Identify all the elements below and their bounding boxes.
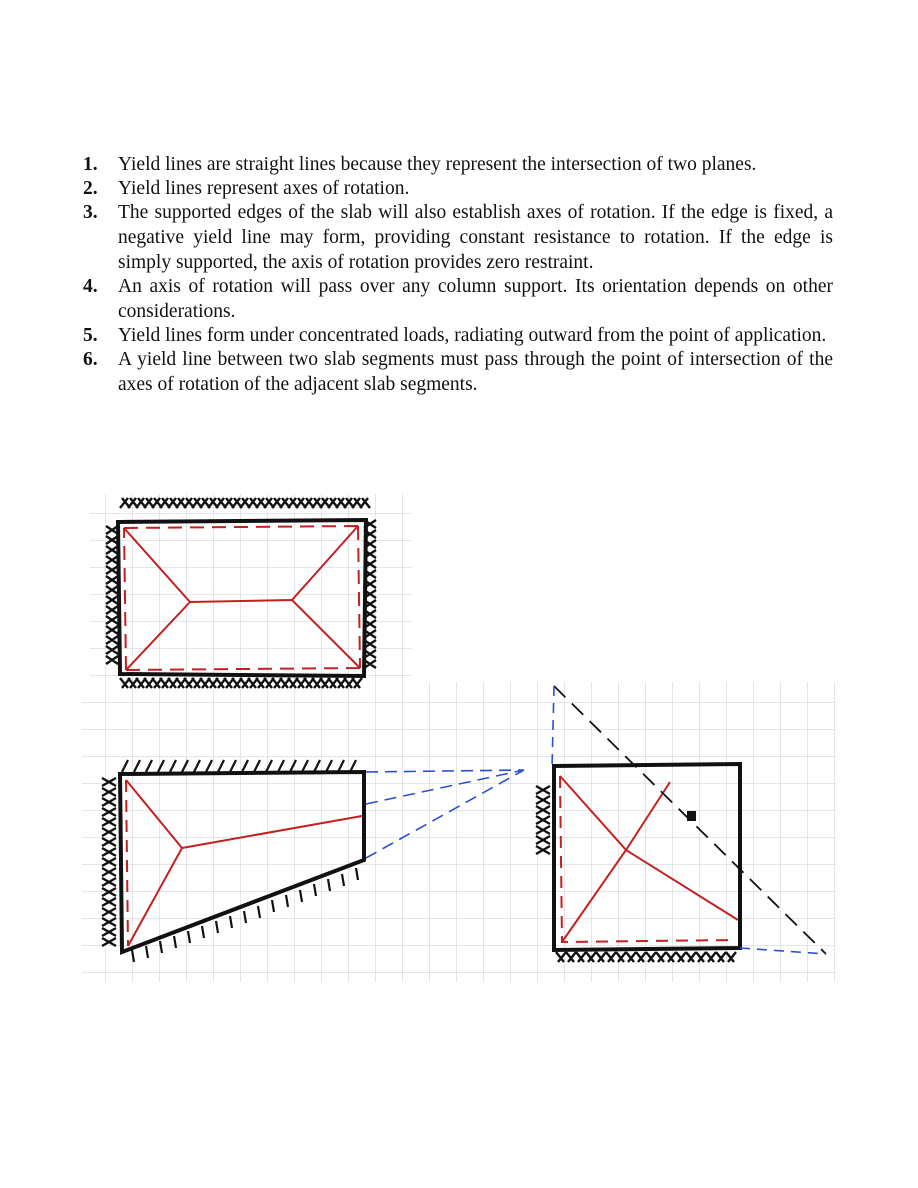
rule-item [83,347,833,397]
rule-number: 1 . [83,152,98,177]
rule-number: 4 . [83,274,98,299]
rule-item [83,200,833,275]
rule-item [83,323,833,348]
rule-text: An axis of rotation will pass over any column support. Its orientation depends on other considerations. [118,276,833,322]
rule-number: 2 . [83,176,98,201]
rule-item [83,176,833,201]
rule-text: Yield lines form under concentrated loads, radiating outward from the point of application. [118,325,827,346]
rule-text: Yield lines are straight lines because they represent the intersection of two planes. [118,154,757,175]
rule-item [83,274,833,324]
rule-text: Yield lines represent axes of rotation. [118,178,410,199]
rule-number: 3 . [83,200,98,225]
yield-line-rules-list [83,152,833,396]
rule-text: The supported edges of the slab will also establish axes of rotation. If the edge is fixed, a negative yield line may form, providing constant resistance to rotation. If the edge is simply supported, the axis of rotation provides zero restraint. [118,202,833,273]
rule-number: 6 . [83,347,98,372]
rule-item [83,152,833,177]
grid-paper-lower [82,682,836,982]
yield-line-sketch-figure [78,486,840,986]
rule-number: 5 . [83,323,98,348]
rule-text: A yield line between two slab segments must pass through the point of intersection of the axes of rotation of the adjacent slab segments. [118,349,833,395]
